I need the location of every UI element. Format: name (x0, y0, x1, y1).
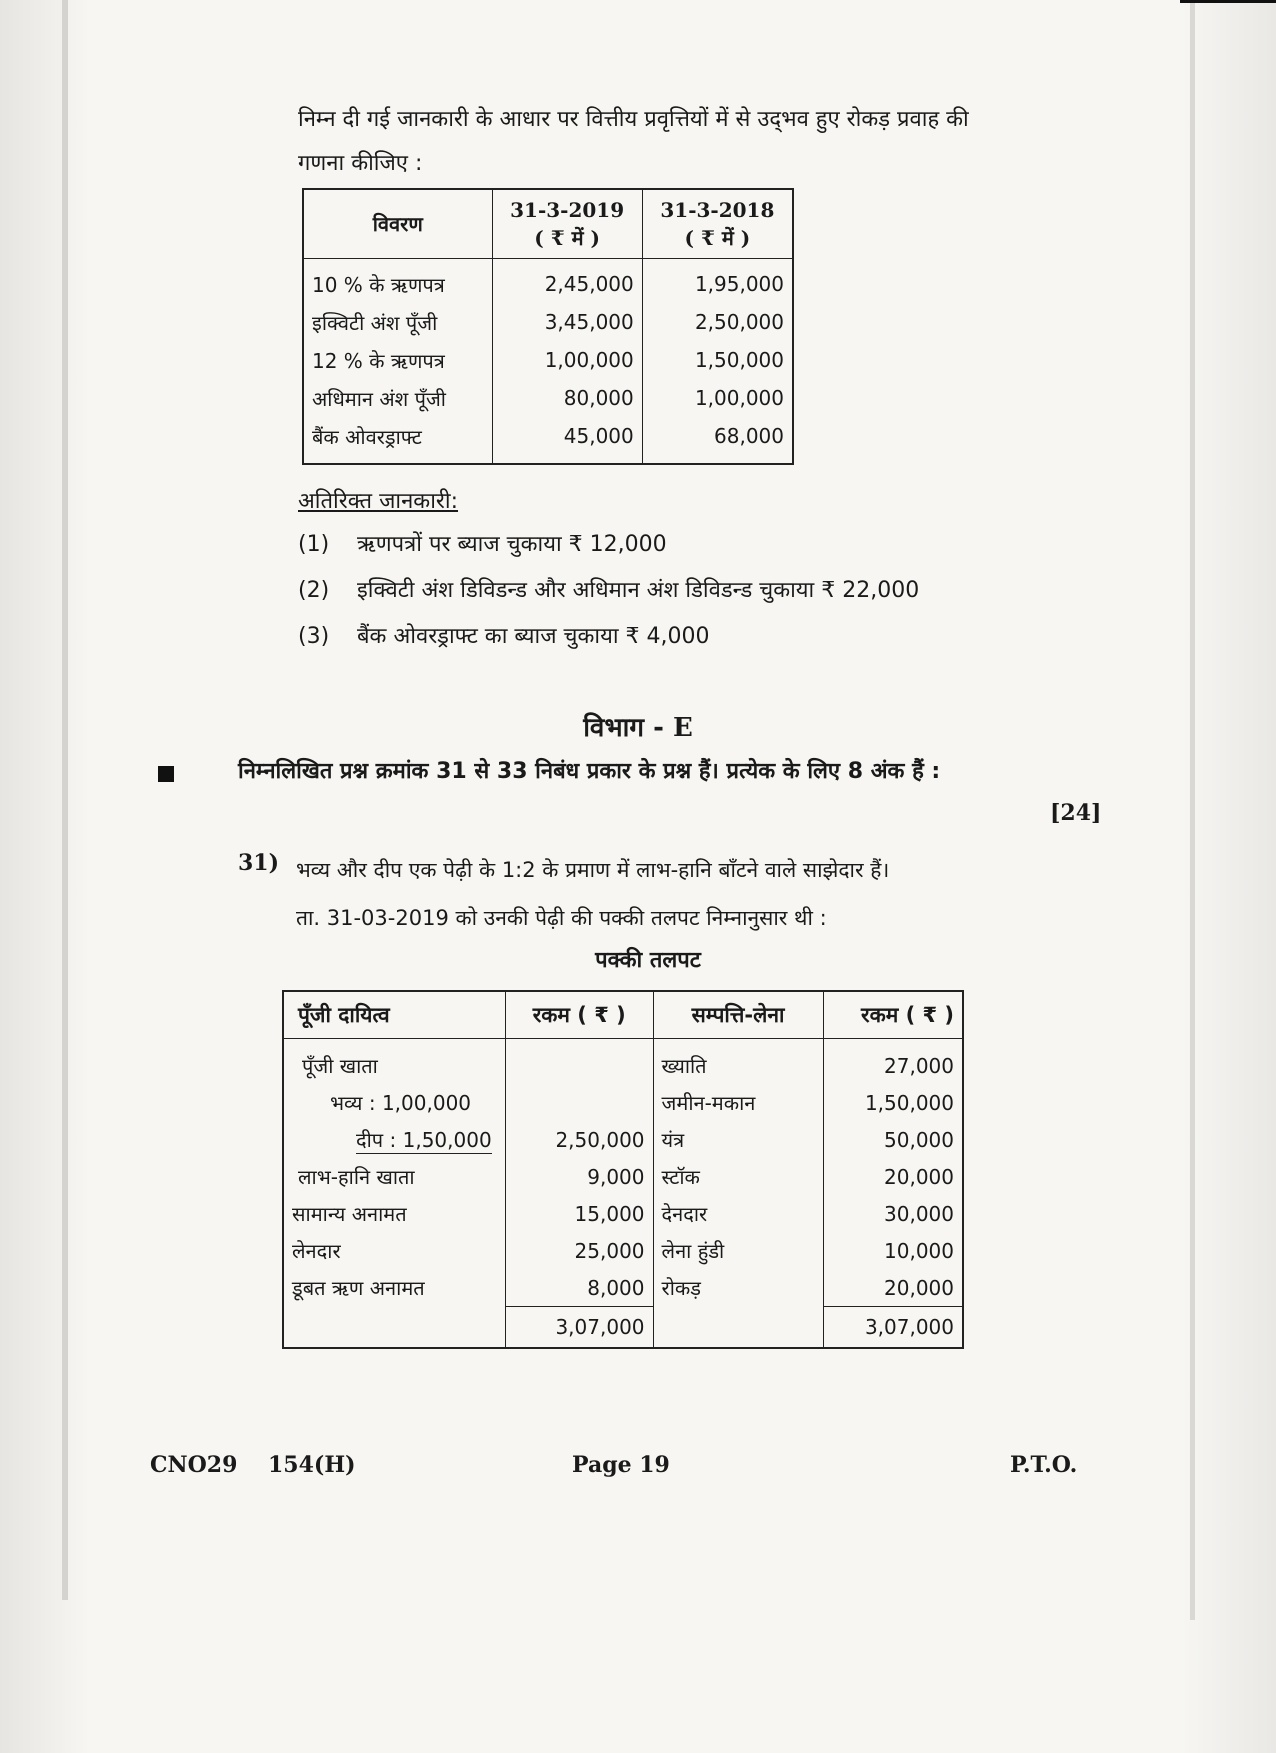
row-value-2019: 1,00,000 (492, 341, 642, 379)
item-text: ऋणपत्रों पर ब्याज चुकाया ₹ 12,000 (357, 532, 667, 557)
liability-amount (505, 1084, 653, 1121)
question-line-1: भव्य और दीप एक पेढ़ी के 1:2 के प्रमाण में लाभ-हानि बाँटने वाले साझेदार हैं। (296, 858, 890, 882)
additional-info-list (298, 522, 919, 660)
table-row (303, 379, 793, 417)
page-edge-left (62, 0, 68, 1600)
question-intro-text: निम्न दी गई जानकारी के आधार पर वित्तीय प्रवृत्तियों में से उद्‌भव हुए रोकड़ प्रवाह की गणना कीजिए : (298, 107, 969, 176)
table-row (303, 259, 793, 304)
section-letter: E (672, 713, 693, 743)
header-amount-liabilities: रकम ( ₹ ) (505, 991, 653, 1039)
table-row (283, 1039, 963, 1085)
liability-label: लेनदार (283, 1232, 505, 1269)
asset-amount: 27,000 (823, 1039, 963, 1085)
list-item (298, 568, 919, 614)
item-number: (2) (298, 578, 330, 603)
question-number: 31) (238, 850, 280, 876)
list-item (298, 522, 919, 568)
asset-label: ख्याति (653, 1039, 823, 1085)
liability-label: लाभ-हानि खाता (283, 1158, 505, 1195)
row-label: 12 % के ऋणपत्र (303, 341, 492, 379)
header-amount-assets: रकम ( ₹ ) (823, 991, 963, 1039)
liability-amount: 2,50,000 (505, 1121, 653, 1158)
row-value-2018: 1,50,000 (642, 341, 793, 379)
row-label: 10 % के ऋणपत्र (303, 259, 492, 304)
row-value-2018: 1,00,000 (642, 379, 793, 417)
item-text: इक्विटी अंश डिविडन्ड और अधिमान अंश डिविडन्ड चुकाया ₹ 22,000 (357, 578, 920, 603)
page-edge-right (1190, 0, 1195, 1620)
liability-label: डूबत ऋण अनामत (283, 1269, 505, 1307)
balance-sheet-title: पक्की तलपट (595, 948, 701, 973)
liability-label: भव्य : 1,00,000 (283, 1084, 505, 1121)
item-text: बैंक ओवरड्राफ्ट का ब्याज चुकाया ₹ 4,000 (357, 624, 710, 649)
total-spacer (653, 1307, 823, 1349)
item-number: (1) (298, 532, 330, 557)
asset-amount: 20,000 (823, 1269, 963, 1307)
question-text (296, 846, 1016, 942)
additional-info-title: अतिरिक्त जानकारी: (298, 489, 459, 514)
row-value-2018: 2,50,000 (642, 303, 793, 341)
liability-label: पूँजी खाता (283, 1039, 505, 1085)
liability-label: सामान्य अनामत (283, 1195, 505, 1232)
total-liabilities: 3,07,000 (505, 1307, 653, 1349)
header-assets: सम्पत्ति-लेना (653, 991, 823, 1039)
row-value-2019: 2,45,000 (492, 259, 642, 304)
row-value-2019: 45,000 (492, 417, 642, 464)
row-label: बैंक ओवरड्राफ्ट (303, 417, 492, 464)
balance-sheet-table (282, 990, 964, 1349)
list-item (298, 614, 919, 660)
section-marks: [24] (1050, 800, 1102, 826)
asset-amount: 30,000 (823, 1195, 963, 1232)
total-spacer (283, 1307, 505, 1349)
table-row (303, 341, 793, 379)
table-row (283, 1195, 963, 1232)
table-row (283, 1158, 963, 1195)
section-instruction: निम्नलिखित प्रश्न क्रमांक 31 से 33 निबंध प्रकार के प्रश्न हैं। प्रत्येक के लिए 8 अंक हैं : (238, 759, 941, 784)
row-label: अधिमान अंश पूँजी (303, 379, 492, 417)
asset-amount: 20,000 (823, 1158, 963, 1195)
liability-amount: 8,000 (505, 1269, 653, 1307)
table-header-particulars: विवरण (303, 189, 492, 259)
footer-page-number: Page 19 (572, 1452, 670, 1478)
row-label: इक्विटी अंश पूँजी (303, 303, 492, 341)
header-liabilities: पूँजी दायित्व (283, 991, 505, 1039)
row-value-2018: 1,95,000 (642, 259, 793, 304)
liability-amount: 25,000 (505, 1232, 653, 1269)
liability-amount: 9,000 (505, 1158, 653, 1195)
asset-label: रोकड़ (653, 1269, 823, 1307)
table-row (303, 417, 793, 464)
asset-label: लेना हुंडी (653, 1232, 823, 1269)
row-value-2019: 3,45,000 (492, 303, 642, 341)
footer-code-1: CNO29 (150, 1452, 238, 1478)
asset-label: यंत्र (653, 1121, 823, 1158)
table-header-2018: 31-3-2018 ( ₹ में ) (642, 189, 793, 259)
table-row (283, 1232, 963, 1269)
footer-code-2: 154(H) (268, 1452, 356, 1478)
question-line-2: ता. 31-03-2019 को उनकी पेढ़ी की पक्की तलपट निम्नानुसार थी : (296, 906, 827, 930)
asset-label: देनदार (653, 1195, 823, 1232)
asset-amount: 50,000 (823, 1121, 963, 1158)
table-row (283, 1121, 963, 1158)
table-row (283, 1084, 963, 1121)
footer-pto: P.T.O. (1010, 1452, 1078, 1478)
top-rule (1180, 0, 1276, 3)
row-value-2019: 80,000 (492, 379, 642, 417)
item-number: (3) (298, 624, 330, 649)
liability-label (283, 1121, 505, 1158)
square-bullet-icon (158, 766, 174, 782)
asset-label: जमीन-मकान (653, 1084, 823, 1121)
liability-amount (505, 1039, 653, 1085)
capital-subtotal-underline: दीप : 1,50,000 (356, 1127, 492, 1152)
row-value-2018: 68,000 (642, 417, 793, 464)
asset-amount: 10,000 (823, 1232, 963, 1269)
asset-label: स्टॉक (653, 1158, 823, 1195)
cashflow-data-table (302, 188, 794, 465)
table-row (303, 303, 793, 341)
total-assets: 3,07,000 (823, 1307, 963, 1349)
table-row (283, 1269, 963, 1307)
table-header-2019: 31-3-2019 ( ₹ में ) (492, 189, 642, 259)
liability-amount: 15,000 (505, 1195, 653, 1232)
asset-amount: 1,50,000 (823, 1084, 963, 1121)
totals-row (283, 1307, 963, 1349)
section-heading (0, 708, 1276, 744)
section-heading-text: विभाग - (583, 713, 664, 743)
